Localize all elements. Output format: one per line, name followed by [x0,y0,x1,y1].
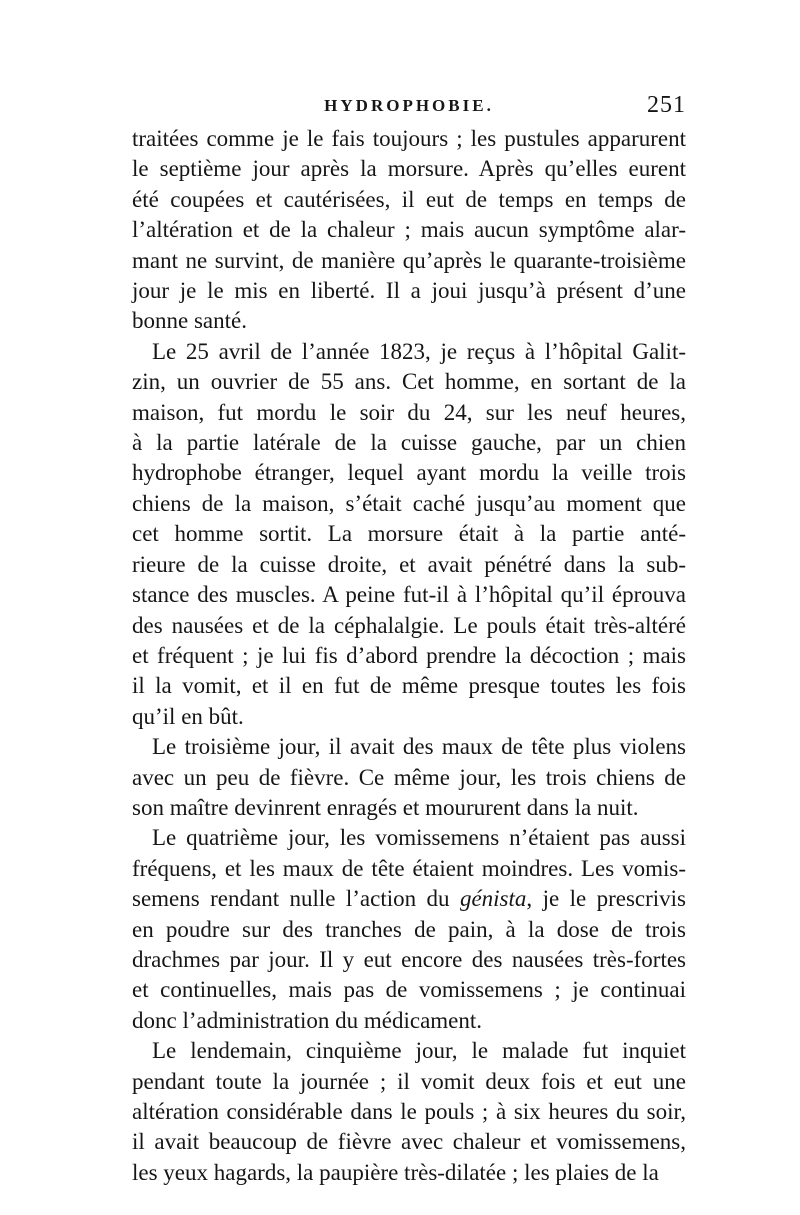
text-line: les yeux hagards, la paupière très-dilatée ; les plaies de la [132,1159,659,1185]
body-text [132,124,686,1188]
text-line: stance des muscles. A peine fut-il à l’hôpital qu’il éprouva [132,582,686,608]
text-line: et continuelles, mais pas de vomissemens ; je continuai [132,977,686,1003]
text-line: traitées comme je le fais toujours ; les pustules apparurent [132,126,686,151]
text-line: maison, fut mordu le soir du 24, sur les neuf heures, [132,399,686,425]
text-line: à la partie latérale de la cuisse gauche, par un chien [132,430,686,456]
text-line: le septième jour après la morsure. Après qu’elles eurent [132,156,686,182]
text-line: des nausées et de la céphalalgie. Le pouls était très-altéré [132,612,686,638]
paragraph [132,1036,686,1188]
text-line: jour je le mis en liberté. Il a joui jusqu’à présent d’une [132,278,686,304]
text-line: fréquens, et les maux de tête étaient moindres. Les vomis- [132,855,686,881]
running-head-title: HYDROPHOBIE. [324,96,494,115]
text-line: mant ne survint, de manière qu’après le quarante-troisième [132,247,686,273]
text-line: qu’il en bût. [132,703,244,729]
text-line: il avait beaucoup de fièvre avec chaleur et vomissemens, [132,1129,686,1155]
text-line: il la vomit, et il en fut de même presque toutes les fois [132,673,686,699]
text-line: Le troisième jour, il avait des maux de tête plus violens [152,734,686,760]
text-line: rieure de la cuisse droite, et avait pénétré dans la sub- [132,551,686,577]
text-line: donc l’administration du médicament. [132,1007,483,1033]
text-line: altération considérable dans le pouls ; à six heures du soir, [132,1099,686,1124]
paragraph [132,337,686,732]
text-line: zin, un ouvrier de 55 ans. Cet homme, en sortant de la [132,369,686,395]
text-line: cet homme sortit. La morsure était à la partie anté- [132,521,686,547]
text-line: été coupées et cautérisées, il eut de temps en temps de [132,186,686,212]
running-head [132,92,686,122]
text-line: et fréquent ; je lui fis d’abord prendre la décoction ; mais [132,642,686,668]
text-line: Le lendemain, cinquième jour, le malade fut inquiet [152,1038,686,1064]
text-line: son maître devinrent enragés et moururent dans la nuit. [132,794,639,820]
text-line: pendant toute la journée ; il vomit deux fois et eut une [132,1068,686,1094]
text-line: Le quatrième jour, les vomissemens n’étaient pas aussi [152,825,686,851]
paragraph [132,732,686,823]
text-line: avec un peu de fièvre. Ce même jour, les trois chiens de [132,764,686,790]
text-line: semens rendant nulle l’action du génista, je le prescrivis [132,886,686,912]
paragraph [132,124,686,337]
text-line: chiens de la maison, s’était caché jusqu’au moment que [132,490,686,516]
text-line: drachmes par jour. Il y eut encore des nausées très-fortes [132,946,686,972]
text-line: l’altération et de la chaleur ; mais aucun symptôme alar- [132,217,686,243]
page-number: 251 [647,92,686,118]
paragraph [132,823,686,1036]
text-line: bonne santé. [132,308,247,334]
text-line: hydrophobe étranger, lequel ayant mordu la veille trois [132,460,686,486]
text-line: Le 25 avril de l’année 1823, je reçus à l’hôpital Galit- [152,338,686,364]
italic-term: génista [459,886,527,912]
text-line: en poudre sur des tranches de pain, à la dose de trois [132,916,686,942]
